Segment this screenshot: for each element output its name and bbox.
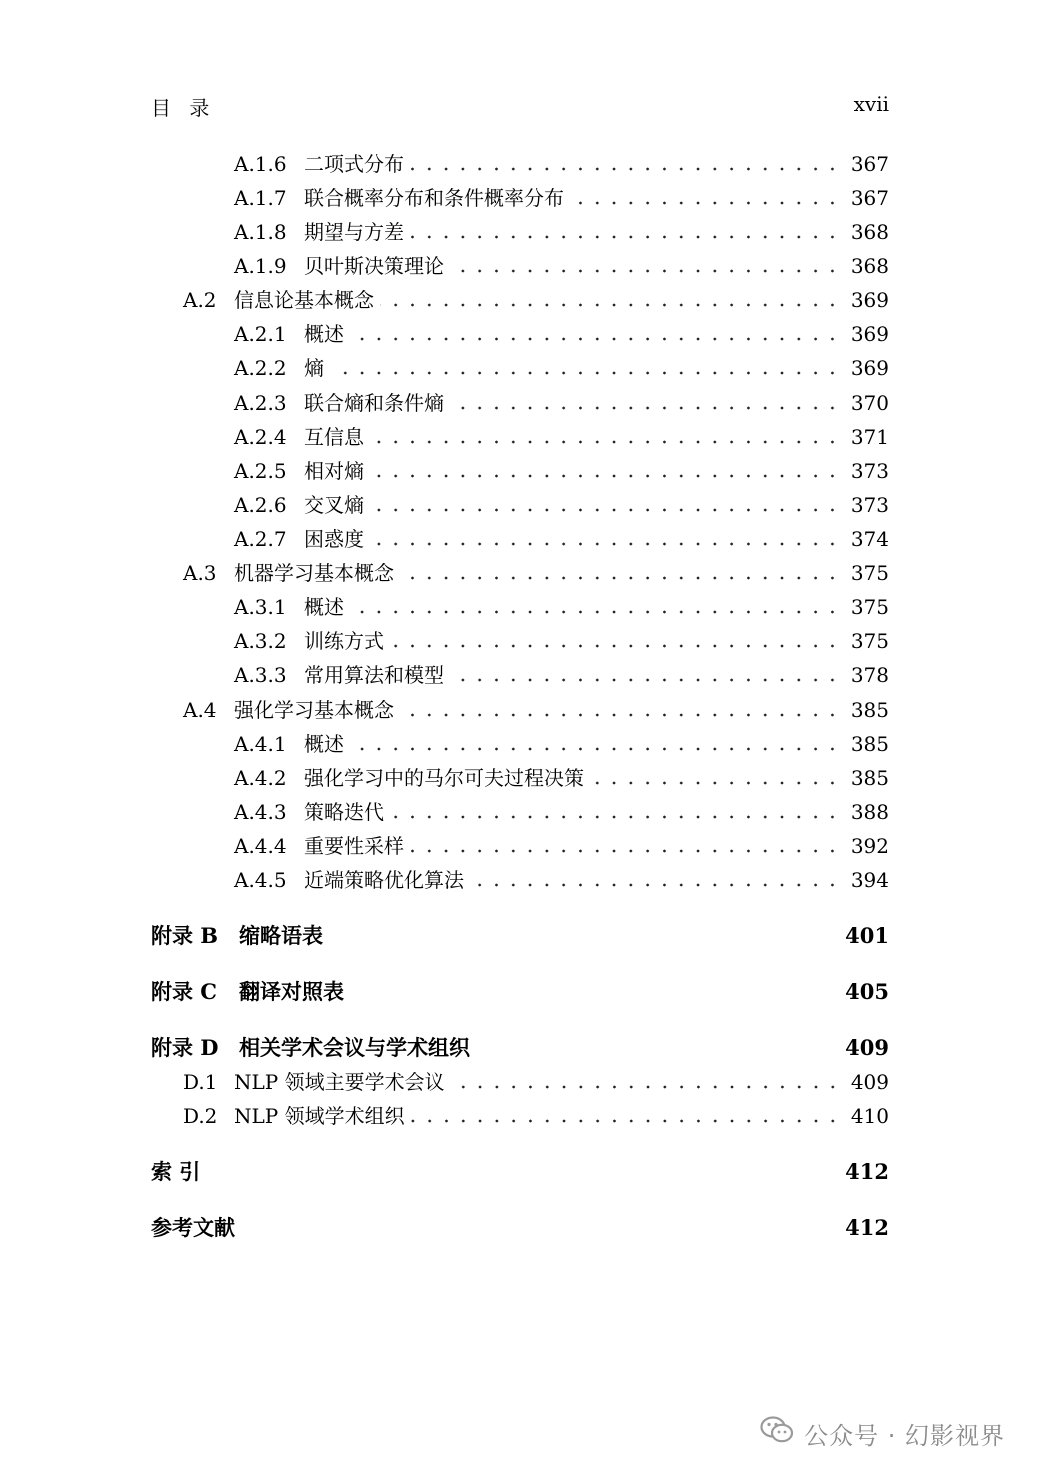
toc-entry[interactable] (151, 284, 889, 314)
toc-entry-page: 369 (850, 322, 889, 346)
toc-entry-page: 388 (850, 800, 889, 824)
toc-leader-dots (411, 1100, 841, 1124)
toc-entry[interactable] (151, 523, 889, 553)
toc-entry-page: 409 (845, 1035, 889, 1060)
toc-entry[interactable] (151, 728, 889, 758)
toc-entry-number: A.4.4 (234, 834, 287, 858)
toc-entry-page: 373 (850, 459, 889, 483)
toc-entry-title: 翻译对照表 (239, 979, 344, 1004)
toc-entry[interactable] (151, 591, 889, 621)
toc-entry[interactable] (151, 352, 889, 382)
toc-leader-dots (390, 625, 841, 649)
toc-leader-dots (451, 1066, 841, 1090)
toc-entry[interactable] (151, 489, 889, 519)
watermark (760, 1416, 1005, 1450)
toc-entry-number: A.2 (183, 288, 217, 312)
toc-entry-number: A.2.3 (234, 391, 287, 415)
toc-entry-page: 370 (850, 391, 889, 415)
toc-entry-page: 410 (850, 1104, 889, 1128)
toc-entry-title: 重要性采样 (304, 834, 404, 858)
toc-entry-title: 概述 (304, 322, 344, 346)
toc-entry-title: 困惑度 (304, 527, 364, 551)
toc-entry-number: A.3 (183, 561, 217, 585)
toc-entry[interactable] (151, 216, 889, 246)
toc-entry[interactable] (151, 796, 889, 826)
toc-leader-dots (410, 216, 841, 240)
toc-entry-number: A.1.7 (234, 186, 287, 210)
toc-entry-number: A.4 (183, 698, 217, 722)
toc-entry-page: 385 (850, 766, 889, 790)
toc-leader-dots (370, 421, 841, 445)
toc-entry-number: A.3.2 (234, 629, 287, 653)
toc-entry[interactable] (151, 387, 889, 417)
toc-leader-dots (330, 352, 841, 376)
toc-entry-page: 375 (850, 561, 889, 585)
toc-leader-dots (370, 523, 841, 547)
toc-leader-dots (570, 182, 841, 206)
toc-entry-number: 附录 D (151, 1035, 219, 1060)
toc-entry-page: 378 (850, 663, 889, 687)
toc-entry[interactable] (151, 182, 889, 212)
toc-leader-dots (470, 864, 841, 888)
toc-entry-title: 联合熵和条件熵 (304, 391, 444, 415)
toc-leader-dots (350, 728, 841, 752)
toc-entry[interactable] (151, 659, 889, 689)
toc-entry-title: 概述 (304, 595, 344, 619)
toc-entry-page: 409 (850, 1070, 889, 1094)
toc-entry-page: 373 (850, 493, 889, 517)
toc-entry-page: 385 (850, 732, 889, 756)
toc-entry[interactable] (151, 830, 889, 860)
toc-entry-number: A.2.2 (234, 356, 287, 380)
toc-entry-number: A.1.6 (234, 152, 287, 176)
toc-entry-page: 367 (850, 152, 889, 176)
toc-entry[interactable] (151, 250, 889, 280)
toc-entry-page: 375 (850, 629, 889, 653)
toc-leader-dots (380, 284, 841, 308)
toc-leader-dots (350, 591, 841, 615)
toc-entry-page: 367 (850, 186, 889, 210)
toc-entry-number: A.4.5 (234, 868, 287, 892)
page-number: xvii (853, 92, 889, 116)
toc-entry-page: 375 (850, 595, 889, 619)
toc-leader-dots (450, 387, 841, 411)
header-title: 目 录 (151, 96, 216, 120)
toc-entry-title: 索 引 (151, 1159, 201, 1184)
toc-entry-number: A.3.1 (234, 595, 287, 619)
toc-entry[interactable] (151, 1066, 889, 1096)
toc-entry-number: A.3.3 (234, 663, 287, 687)
toc-entry-page: 385 (850, 698, 889, 722)
toc-entry-page: 369 (850, 356, 889, 380)
toc-leader-dots (370, 489, 841, 513)
toc-entry-page: 374 (850, 527, 889, 551)
toc-entry-page: 392 (850, 834, 889, 858)
toc-leader-dots (450, 659, 841, 683)
toc-entry[interactable] (151, 625, 889, 655)
toc-entry-title: 常用算法和模型 (304, 663, 444, 687)
toc-leader-dots (370, 455, 841, 479)
toc-entry[interactable] (151, 1100, 889, 1130)
toc-entry-page: 394 (850, 868, 889, 892)
toc-entry-number: A.1.8 (234, 220, 287, 244)
toc-entry-title: 二项式分布 (304, 152, 404, 176)
toc-entry-title: 相对熵 (304, 459, 364, 483)
toc-entry-number: 附录 C (151, 979, 218, 1004)
toc-entry-number: A.4.3 (234, 800, 287, 824)
toc-entry-title: 交叉熵 (304, 493, 364, 517)
toc-leader-dots (400, 557, 841, 581)
toc-entry[interactable] (151, 318, 889, 348)
toc-entry-number: A.2.4 (234, 425, 287, 449)
toc-entry[interactable] (151, 694, 889, 724)
toc-leader-dots (410, 830, 841, 854)
toc-entry-title: 机器学习基本概念 (234, 561, 394, 585)
toc-entry-number: A.2.7 (234, 527, 287, 551)
toc-entry-number: A.2.6 (234, 493, 287, 517)
running-head (151, 92, 889, 118)
toc-entry-title: 强化学习基本概念 (234, 698, 394, 722)
toc-entry-title: 联合概率分布和条件概率分布 (304, 186, 564, 210)
toc-chapter-entry[interactable] (151, 920, 889, 950)
toc-entry[interactable] (151, 421, 889, 451)
toc-entry-page: 368 (850, 220, 889, 244)
toc-entry-title: 贝叶斯决策理论 (304, 254, 444, 278)
toc-entry-title: 缩略语表 (239, 923, 323, 948)
toc-entry-title: 相关学术会议与学术组织 (239, 1035, 470, 1060)
toc-entry-title: NLP 领域学术组织 (234, 1104, 405, 1128)
toc-leader-dots (450, 250, 841, 274)
toc-entry-number: A.2.5 (234, 459, 287, 483)
toc-entry-number: D.1 (183, 1070, 218, 1094)
toc-entry-number: A.1.9 (234, 254, 287, 278)
toc-entry-number: A.4.2 (234, 766, 287, 790)
toc-entry-page: 412 (845, 1159, 889, 1184)
toc-entry-page: 412 (845, 1215, 889, 1240)
toc-chapter-entry[interactable] (151, 1156, 889, 1186)
toc-entry-title: 近端策略优化算法 (304, 868, 464, 892)
toc-leader-dots (390, 796, 841, 820)
wechat-icon (760, 1415, 794, 1451)
watermark-text: 公众号 · 幻影视界 (804, 1421, 1005, 1450)
toc-entry[interactable] (151, 557, 889, 587)
toc-entry-title: 强化学习中的马尔可夫过程决策 (304, 766, 584, 790)
toc-entry-page: 368 (850, 254, 889, 278)
toc-entry-page: 369 (850, 288, 889, 312)
toc-entry-number: D.2 (183, 1104, 218, 1128)
toc-entry-title: 熵 (304, 356, 324, 380)
toc-entry-title: 训练方式 (304, 629, 384, 653)
toc-entry-title: 参考文献 (151, 1215, 235, 1240)
toc-entry-title: 互信息 (304, 425, 364, 449)
toc-entry-number: A.4.1 (234, 732, 287, 756)
toc-entry-title: 期望与方差 (304, 220, 404, 244)
toc-entry-page: 405 (845, 979, 889, 1004)
toc-entry-title: 概述 (304, 732, 344, 756)
toc-leader-dots (400, 694, 841, 718)
toc-entry-page: 371 (850, 425, 889, 449)
toc-leader-dots (590, 762, 841, 786)
toc-entry-number: A.2.1 (234, 322, 287, 346)
toc-entry-title: 信息论基本概念 (234, 288, 374, 312)
toc-leader-dots (350, 318, 841, 342)
toc-entry[interactable] (151, 455, 889, 485)
toc-entry[interactable] (151, 148, 889, 178)
toc-entry[interactable] (151, 762, 889, 792)
toc-entry-title: 策略迭代 (304, 800, 384, 824)
toc-chapter-entry[interactable] (151, 1032, 889, 1062)
toc-chapter-entry[interactable] (151, 1212, 889, 1242)
toc-entry-number: 附录 B (151, 923, 219, 948)
toc-entry-page: 401 (845, 923, 889, 948)
toc-leader-dots (410, 148, 841, 172)
toc-entry[interactable] (151, 864, 889, 894)
toc-chapter-entry[interactable] (151, 976, 889, 1006)
toc-entry-title: NLP 领域主要学术会议 (234, 1070, 445, 1094)
